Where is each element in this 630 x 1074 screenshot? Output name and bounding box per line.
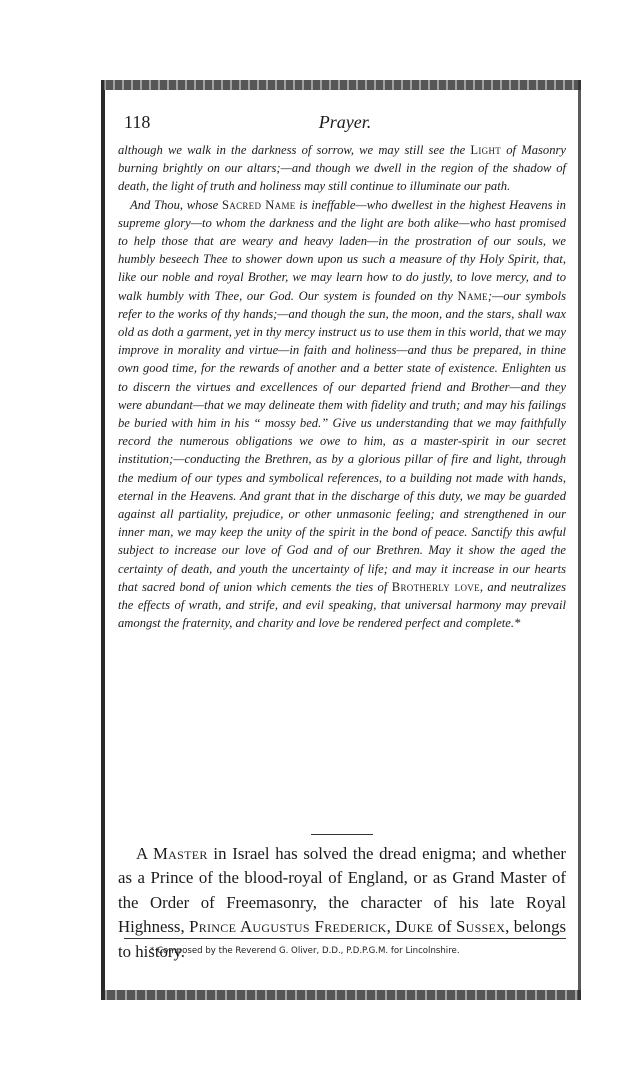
- prayer-text: [118, 141, 566, 632]
- prince-smallcaps: Prince Augustus Frederick: [189, 917, 387, 937]
- body-paragraph: A Master in Israel has solved the dread enigma; and whether as a Prince of the blood-royal of England, or as Grand Master of the Order of Freemasonry, the character of his late Royal Highness, Prince Augustus Frederick, Duke of Sussex, belongs to history.: [118, 844, 566, 961]
- duke-smallcaps: Duke: [395, 917, 434, 937]
- page-number: 118: [124, 112, 151, 132]
- page-header: [124, 112, 566, 138]
- brotherly-love-smallcaps: Brotherly love: [391, 579, 480, 594]
- running-title: Prayer.: [318, 112, 372, 132]
- bottom-ornamental-rule: [101, 990, 581, 1000]
- sussex-smallcaps: Sussex: [456, 917, 506, 937]
- footnote-rule: [124, 938, 566, 939]
- section-divider: [311, 834, 373, 835]
- prayer-paragraph-1: although we walk in the darkness of sorrow, we may still see the Light of Masonry burning brightly on our altars;—and though we dwell in the region of the shadow of death, the light of truth and holiness may still continue to illuminate our path.: [118, 143, 567, 194]
- prayer-paragraph-2: And Thou, whose Sacred Name is ineffable—who dwellest in the highest Heavens in supreme glory—to whom the darkness and the light are both alike—who hast promised to help those that are weary and heavy laden—in the prostration of our souls, we humbly beseech Thee to shower down upon us such a measure of thy Holy Spirit, that, like our noble and royal Brother, we may learn how to do justly, to love mercy, and to walk humbly with Thee, our God. Our system is founded on thy Name;—our symbols refer to the works of thy hands;—and though the sun, the moon, and the stars, shall wax old as doth a garment, yet in thy mercy instruct us to use them in this world, that we may improve in morality and virtue—in faith and holiness—and thus be prepared, in thine own good time, for the rewards of another and a better state of existence. Enlighten us to discern the virtues and excellences of our departed friend and Brother—and they were abundant—that we may delineate them with fidelity and truth; and may his failings be buried with him in his “ mossy bed.” Give us understanding that we may faithfully record the numerous obligations we owe to him, as a master-spirit in our secret institution;—conducting the Brethren, as by a glorious pillar of fire and light, through the medium of our types and symbolical references, to a building not made with hands, eternal in the Heavens. And grant that in the discharge of this duty, we may be guarded against all partiality, prejudice, or other unmasonic feeling; and strengthened in our inner man, we may keep the unity of the spirit in the bond of peace. Sanctify this awful subject to increase our love of God and of our Brethren. May it show the aged the certainty of death, and youth the uncertainty of life; and may it increase in our hearts that sacred bond of union which cements the ties of Brotherly love, and neutralizes the effects of wrath, and strife, and evil speaking, that universal harmony may prevail amongst the fraternity, and charity and love be rendered perfect and complete.*: [118, 197, 567, 631]
- footnote: * Composed by the Reverend G. Oliver, D.D., P.D.P.G.M. for Lincolnshire.: [150, 946, 460, 956]
- sacred-name-smallcaps: Sacred Name: [221, 197, 296, 212]
- light-smallcaps: Light: [470, 143, 502, 157]
- master-smallcaps: Master: [152, 844, 208, 863]
- top-ornamental-rule: [101, 80, 581, 90]
- name-smallcaps: Name: [457, 288, 488, 303]
